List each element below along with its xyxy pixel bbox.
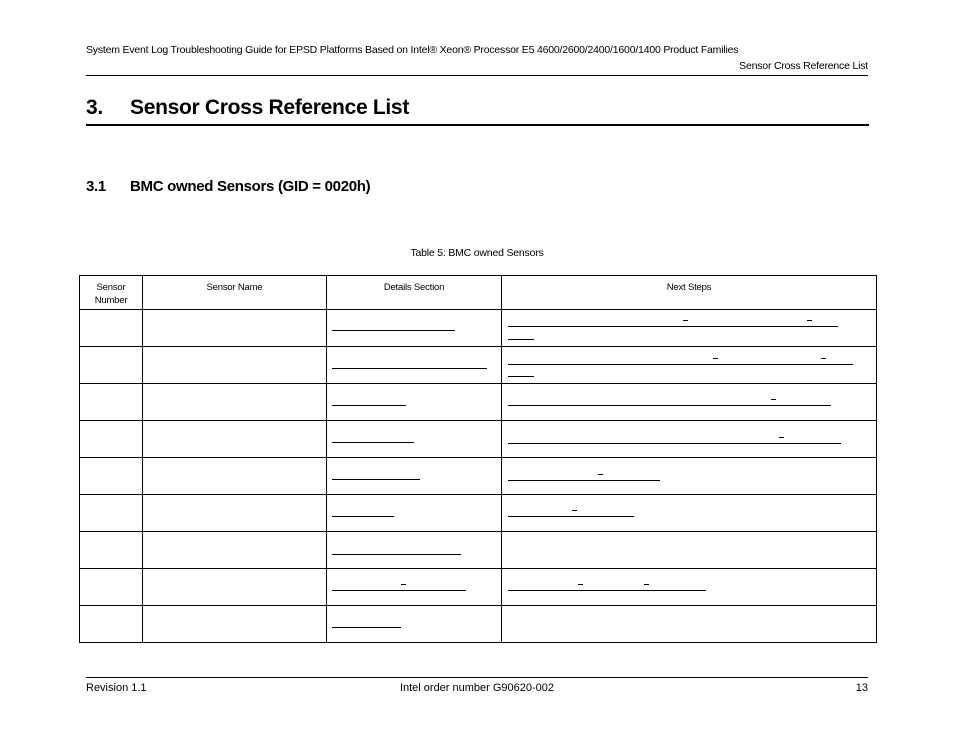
table-row (80, 347, 877, 384)
sensor-name-cell (143, 421, 327, 458)
table-header-row (80, 276, 877, 310)
header-rule (86, 75, 868, 76)
next-steps-cell (502, 384, 877, 421)
table-row (80, 569, 877, 606)
link-dash (598, 474, 603, 475)
link-dash (578, 584, 583, 585)
column-header-next-steps: Next Steps (502, 276, 877, 310)
link-dash (401, 584, 406, 585)
next-steps-link[interactable] (508, 443, 841, 444)
sensor-number-cell (80, 421, 143, 458)
sensor-name-cell (143, 495, 327, 532)
table-row (80, 532, 877, 569)
sensor-name-cell (143, 569, 327, 606)
sensor-number-cell (80, 458, 143, 495)
sensor-name-cell (143, 384, 327, 421)
details-section-cell (327, 421, 502, 458)
details-section-cell (327, 495, 502, 532)
sensor-number-cell (80, 347, 143, 384)
bmc-sensors-table (79, 275, 877, 643)
details-section-cell (327, 347, 502, 384)
subsection-number: 3.1 (86, 178, 106, 195)
link-dash (821, 358, 826, 359)
column-header-sensor-name: Sensor Name (143, 276, 327, 310)
sensor-number-cell (80, 606, 143, 643)
sensor-name-cell (143, 458, 327, 495)
details-section-cell (327, 532, 502, 569)
section-rule (86, 124, 869, 126)
sensor-number-cell (80, 569, 143, 606)
sensor-name-cell (143, 532, 327, 569)
subsection-title: BMC owned Sensors (GID = 0020h) (130, 178, 371, 195)
sensor-name-cell (143, 347, 327, 384)
next-steps-cell (502, 532, 877, 569)
next-steps-link[interactable] (508, 590, 706, 591)
sensor-name-cell (143, 310, 327, 347)
next-steps-cell (502, 310, 877, 347)
subsection-heading (86, 178, 370, 195)
next-steps-cell (502, 606, 877, 643)
sensor-number-cell (80, 384, 143, 421)
next-steps-link[interactable] (508, 516, 634, 517)
sensor-number-cell (80, 532, 143, 569)
link-dash (713, 358, 718, 359)
next-steps-link[interactable] (508, 405, 831, 406)
details-link[interactable] (332, 554, 461, 555)
details-link[interactable] (332, 442, 414, 443)
table-row (80, 421, 877, 458)
table-row (80, 495, 877, 532)
next-steps-cell (502, 458, 877, 495)
details-link[interactable] (332, 368, 487, 369)
footer-page-number: 13 (855, 682, 868, 694)
table-row (80, 458, 877, 495)
details-link[interactable] (332, 405, 406, 406)
next-steps-cell (502, 495, 877, 532)
next-steps-link-continued[interactable] (508, 339, 534, 340)
table-row (80, 606, 877, 643)
running-header-section: Sensor Cross Reference List (739, 60, 868, 72)
footer-rule (86, 677, 868, 678)
next-steps-cell (502, 347, 877, 384)
column-header-sensor-number: Sensor Number (80, 276, 143, 310)
details-link[interactable] (332, 590, 466, 591)
details-link[interactable] (332, 330, 455, 331)
details-link[interactable] (332, 479, 420, 480)
next-steps-cell (502, 569, 877, 606)
next-steps-link[interactable] (508, 326, 838, 327)
link-dash (779, 437, 784, 438)
table-row (80, 384, 877, 421)
link-dash (572, 510, 577, 511)
link-dash (807, 320, 812, 321)
details-link[interactable] (332, 627, 401, 628)
next-steps-link[interactable] (508, 480, 660, 481)
link-dash (683, 320, 688, 321)
sensor-name-cell (143, 606, 327, 643)
table-row (80, 310, 877, 347)
details-section-cell (327, 458, 502, 495)
next-steps-link[interactable] (508, 364, 853, 365)
details-section-cell (327, 606, 502, 643)
section-title: Sensor Cross Reference List (130, 96, 410, 119)
table-caption: Table 5: BMC owned Sensors (410, 247, 544, 259)
next-steps-cell (502, 421, 877, 458)
column-header-details-section: Details Section (327, 276, 502, 310)
details-section-cell (327, 569, 502, 606)
link-dash (644, 584, 649, 585)
link-dash (771, 399, 776, 400)
details-link[interactable] (332, 516, 394, 517)
details-section-cell (327, 310, 502, 347)
details-section-cell (327, 384, 502, 421)
running-header-title: System Event Log Troubleshooting Guide for EPSD Platforms Based on Intel® Xeon® Processor E5 4600/2600/2400/1600/1400 Product Families (86, 44, 739, 56)
sensor-number-cell (80, 495, 143, 532)
footer-order-number: Intel order number G90620-002 (399, 682, 555, 694)
next-steps-link-continued[interactable] (508, 376, 534, 377)
section-heading (86, 96, 409, 120)
footer-revision: Revision 1.1 (86, 682, 147, 694)
section-number: 3. (86, 96, 103, 119)
sensor-number-cell (80, 310, 143, 347)
